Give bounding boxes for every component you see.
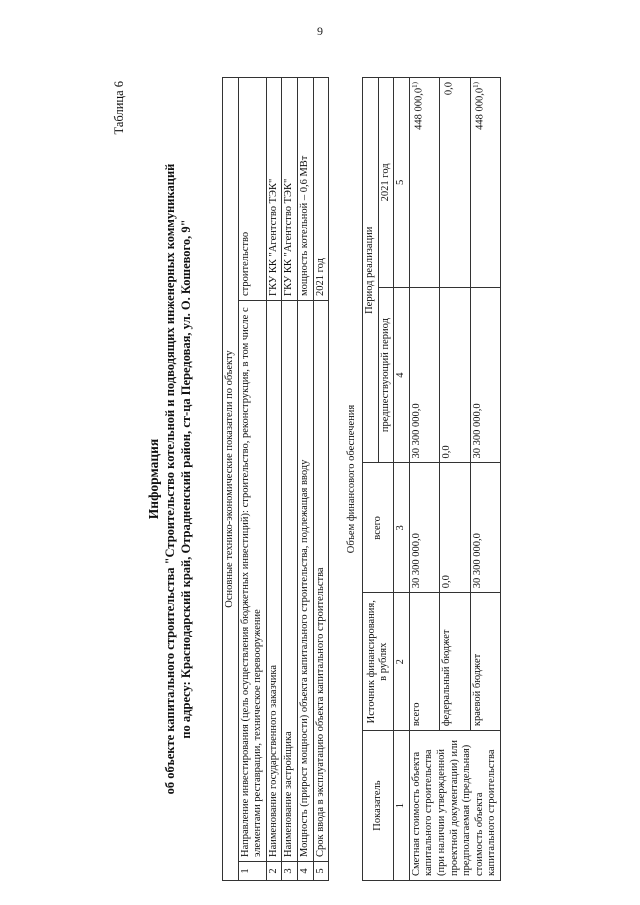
year-amount: 448 000,0: [413, 87, 425, 130]
column-number-row: [394, 78, 410, 881]
indicators-header: Основные технико-экономические показатели по объекту: [223, 78, 239, 881]
year-amount: 0,0: [443, 82, 455, 96]
indicator-value: строительство: [238, 78, 266, 301]
indicator-name: Сметная стоимость объекта капитального строительства (при наличии утвержденной проектной документации) или предполагаемая (предельная) стоимость объекта капитального строительства: [409, 731, 500, 881]
total-value: 30 300 000,0: [409, 463, 439, 593]
table-label: Таблица 6: [112, 81, 126, 135]
year-value: [470, 78, 500, 288]
indicator-row: [238, 78, 266, 881]
col-num: 1: [394, 731, 410, 881]
heading-title: Информация: [146, 438, 161, 520]
col-num: 2: [394, 593, 410, 731]
year-amount: 448 000,0: [474, 87, 486, 130]
document-heading: [146, 69, 194, 889]
indicator-label: Наименование застройщика: [282, 301, 298, 862]
heading-line-2: по адресу: Краснодарский край, Отрадненский район, ст-ца Передовая, ул. О. Кошевого, 9": [178, 219, 193, 739]
total-value: 0,0: [440, 463, 470, 593]
prior-value: 0,0: [440, 287, 470, 463]
indicator-label: Направление инвестирования (цель осуществления бюджетных инвестиций): строительство, реконструкция, в том числе с элементами реставрации, техническое перевооружение: [238, 301, 266, 862]
indicator-row: [313, 78, 329, 881]
indicator-value: ГКУ КК "Агентство ТЭК": [282, 78, 298, 301]
total-value: 30 300 000,0: [470, 463, 500, 593]
indicator-value: 2021 год: [313, 78, 329, 301]
indicator-label: Мощность (прирост мощности) объекта капитального строительства, подлежащая вводу: [297, 301, 313, 862]
indicator-num: 4: [297, 862, 313, 881]
indicator-label: Срок ввода в эксплуатацию объекта капитального строительства: [313, 301, 329, 862]
rotated-document-content: [112, 69, 607, 889]
indicator-value: мощность котельной – 0,6 МВт: [297, 78, 313, 301]
footnote-mark: 1): [471, 82, 480, 88]
indicators-header-row: [223, 78, 239, 881]
year-value: [440, 78, 470, 288]
source-name: всего: [409, 593, 439, 731]
year-value: [409, 78, 439, 288]
indicator-label: Наименование государственного заказчика: [266, 301, 282, 862]
col-num: 3: [394, 463, 410, 593]
footnote-mark: 1): [410, 82, 419, 88]
indicator-num: 3: [282, 862, 298, 881]
source-name: федеральный бюджет: [440, 593, 470, 731]
finance-table: [362, 77, 501, 881]
prior-value: 30 300 000,0: [470, 287, 500, 463]
indicator-row: [266, 78, 282, 881]
indicator-num: 2: [266, 862, 282, 881]
finance-row: [409, 78, 439, 881]
header-prior-period: предшествующий период: [378, 287, 394, 463]
col-num: 5: [394, 78, 410, 288]
heading-line-1: об объекте капитального строительства "Строительство котельной и подводящих инженерных коммуникаций: [162, 163, 177, 795]
indicator-row: [282, 78, 298, 881]
header-source: Источник финансирования, в рублях: [363, 593, 394, 731]
header-period: Период реализации: [363, 78, 379, 463]
header-indicator: Показатель: [363, 731, 394, 881]
finance-header-row: [363, 78, 379, 881]
indicator-row: [297, 78, 313, 881]
header-year: 2021 год: [378, 78, 394, 288]
page-number: 9: [317, 24, 323, 38]
indicator-value: ГКУ КК "Агентство ТЭК": [266, 78, 282, 301]
header-total: всего: [363, 463, 394, 593]
indicator-num: 1: [238, 862, 266, 881]
source-name: краевой бюджет: [470, 593, 500, 731]
indicator-num: 5: [313, 862, 329, 881]
col-num: 4: [394, 287, 410, 463]
finance-section-title: Объем финансового обеспечения: [346, 404, 357, 554]
prior-value: 30 300 000,0: [409, 287, 439, 463]
indicators-table: [222, 77, 329, 881]
